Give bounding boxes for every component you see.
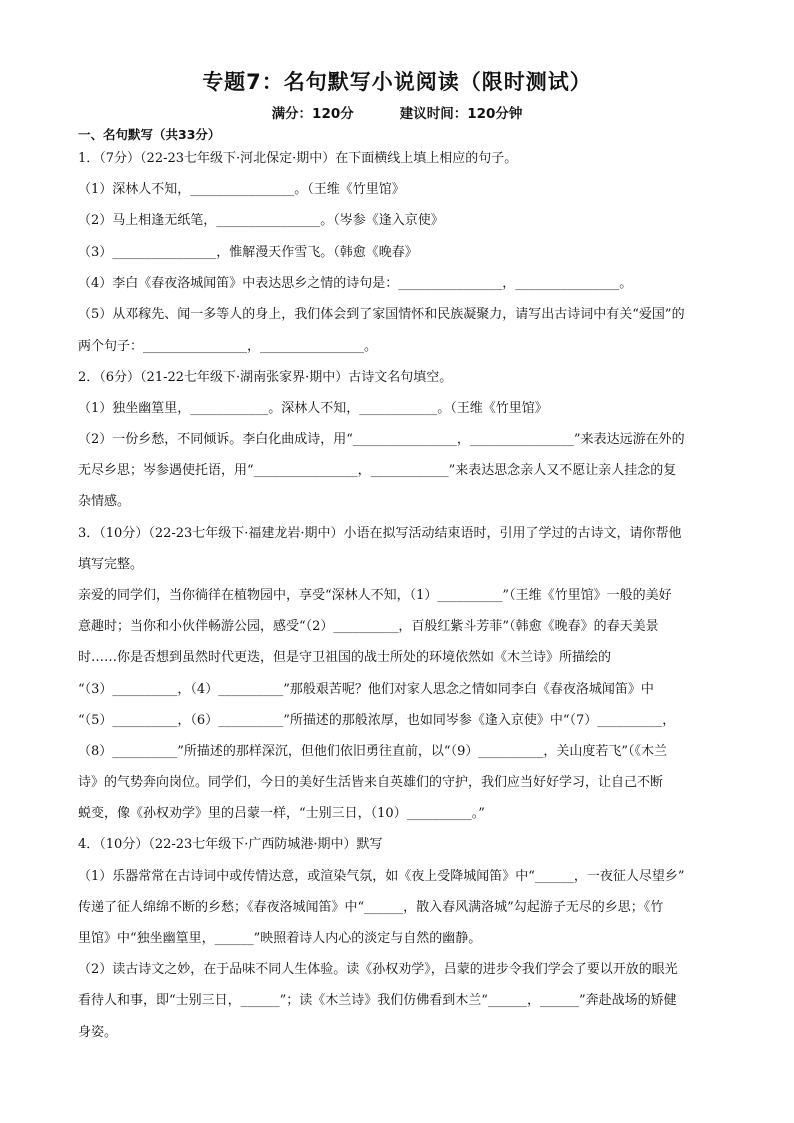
- exam-info: [0, 102, 794, 122]
- question-line: 无尽乡思；岑参遇使托语，用“________________，____________”来表达思念亲人又不愿让亲人挂念的复: [78, 463, 677, 478]
- question-line: 看待人和事，即“士别三日，______”；读《木兰诗》我们仿佛看到木兰“______，______”奔赴战场的矫健: [78, 993, 677, 1008]
- question-line: 诗》的气势奔向岗位。同学们，今日的美好生活皆来自英雄们的守护，我们应当好好学习，让自己不断: [78, 775, 664, 790]
- question-line: （1）乐器常常在古诗词中或传情达意，或渲染气氛，如《夜上受降城闻笛》中“______，一夜征人尽望乡”: [78, 869, 685, 884]
- question-line: 里馆》中“独坐幽篁里，______”映照着诗人内心的淡定与自然的幽静。: [78, 931, 482, 946]
- question-line: 4．（10分）（22-23七年级下·广西防城港·期中）默写: [78, 837, 383, 852]
- question-line: “（5）__________，（6）__________”所描述的那般浓厚，也如同岑参《逢入京使》中“（7）__________，: [78, 713, 676, 728]
- question-line: 时……你是否想到虽然时代更迭，但是守卫祖国的战士所处的环境依然如《木兰诗》所描绘的: [78, 650, 612, 665]
- suggested-time: 建议时间：120分钟: [399, 106, 523, 122]
- question-line: 蜕变，像《孙权劝学》里的吕蒙一样，“士别三日，（10）__________。”: [78, 806, 485, 821]
- question-line: 3．（10分）（22-23七年级下·福建龙岩·期中）小语在拟写活动结束语时，引用了学过的古诗文，请你帮他: [78, 526, 682, 541]
- question-line: （4）李白《春夜洛城闻笛》中表达思乡之情的诗句是：________________，________________。: [78, 276, 633, 291]
- question-line: （2）一份乡愁，不同倾诉。李白化曲成诗，用“________________，________________”来表达远游在外的: [78, 432, 685, 447]
- question-line: 2．（6分）（21-22七年级下·湖南张家界·期中）古诗文名句填空。: [78, 370, 453, 385]
- question-line: （1）独坐幽篁里，____________。深林人不知，____________。（王维《竹里馆》: [78, 401, 548, 416]
- question-line: “（3）__________，（4）__________”那般艰苦呢？他们对家人思念之情如同李白《春夜洛城闻笛》中: [78, 682, 654, 697]
- question-line: 亲爱的同学们，当你徜徉在植物园中，享受“深林人不知，（1）__________”（王维《竹里馆》一般的美好: [78, 588, 672, 603]
- question-line: 1．（7分）（22-23七年级下·河北保定·期中）在下面横线上填上相应的句子。: [78, 151, 518, 166]
- question-line: （1）深林人不知，________________。（王维《竹里馆》: [78, 182, 405, 197]
- question-line: 传递了征人绵绵不断的乡愁；《春夜洛城闻笛》中“______，散入春风满洛城”勾起游子无尽的乡思；《竹: [78, 900, 664, 915]
- question-line: 意趣时；当你和小伙伴畅游公园，感受“（2）__________，百般红紫斗芳菲”（韩愈《晚春》的春天美景: [78, 619, 659, 634]
- question-line: （2）马上相逢无纸笔，________________。（岑参《逢入京使》: [78, 213, 444, 228]
- full-score: 满分：120分: [271, 106, 354, 122]
- question-line: 身姿。: [78, 1025, 118, 1040]
- question-line: 杂情感。: [78, 494, 131, 509]
- question-line: （5）从邓稼先、闻一多等人的身上，我们体会到了家国情怀和民族凝聚力，请写出古诗词中有关“爱国”的: [78, 307, 685, 322]
- section-heading: 一、名句默写（共33分）: [78, 127, 221, 142]
- question-line: （3）________________，惟解漫天作雪飞。（韩愈《晚春》: [78, 245, 418, 260]
- question-line: 填写完整。: [78, 557, 144, 572]
- question-line: （8）__________”所描述的那样深沉，但他们依旧勇往直前，以“（9）__________，关山度若飞”（《木兰: [78, 744, 667, 759]
- question-line: （2）读古诗文之妙，在于品味不同人生体验。读《孙权劝学》，吕蒙的进步令我们学会了要以开放的眼光: [78, 962, 678, 977]
- page-title: 专题7：名句默写小说阅读（限时测试）: [202, 70, 592, 94]
- question-line: 两个句子：________________，________________。: [78, 339, 378, 354]
